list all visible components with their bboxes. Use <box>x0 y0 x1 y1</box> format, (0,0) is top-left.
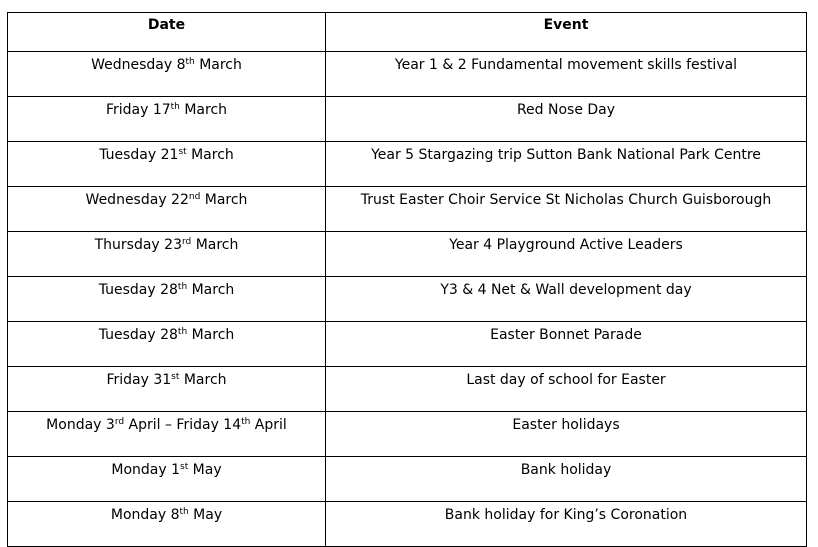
table-row <box>8 277 807 322</box>
date-cell <box>8 457 326 502</box>
date-text: March <box>187 327 235 343</box>
date-text: Friday 17 <box>105 102 171 118</box>
date-cell <box>8 52 326 97</box>
date-text: Wednesday 8 <box>91 57 186 73</box>
date-cell <box>8 367 326 412</box>
date-cell <box>8 412 326 457</box>
date-ordinal-suffix: rd <box>114 417 125 427</box>
date-text: May <box>188 462 222 478</box>
date-ordinal-suffix: th <box>177 282 188 292</box>
date-ordinal-suffix: th <box>241 417 251 427</box>
event-cell: Trust Easter Choir Service St Nicholas Church Guisborough <box>326 187 807 232</box>
date-text: March <box>194 57 242 73</box>
header-row <box>8 13 807 52</box>
table-row <box>8 502 807 547</box>
date-cell <box>8 277 326 322</box>
events-table <box>7 12 807 547</box>
date-text: Monday 1 <box>111 462 180 478</box>
date-text: Monday 8 <box>110 507 180 523</box>
date-ordinal-suffix: th <box>185 57 195 67</box>
date-text: March <box>191 237 239 253</box>
table-row <box>8 457 807 502</box>
date-text: Wednesday 22 <box>85 192 189 208</box>
event-column-header: Event <box>326 13 807 52</box>
table-row <box>8 232 807 277</box>
table-row <box>8 142 807 187</box>
date-ordinal-suffix: st <box>178 147 187 157</box>
event-cell: Easter holidays <box>326 412 807 457</box>
date-text: May <box>188 507 223 523</box>
date-cell <box>8 232 326 277</box>
event-cell: Last day of school for Easter <box>326 367 807 412</box>
table-row <box>8 97 807 142</box>
date-ordinal-suffix: st <box>180 462 189 472</box>
date-ordinal-suffix: nd <box>188 192 201 202</box>
date-text: April <box>250 417 287 433</box>
date-cell <box>8 502 326 547</box>
date-text: Friday 31 <box>106 372 172 388</box>
table-row <box>8 412 807 457</box>
table-row <box>8 322 807 367</box>
event-cell: Year 4 Playground Active Leaders <box>326 232 807 277</box>
event-cell: Bank holiday for King’s Coronation <box>326 502 807 547</box>
table-body <box>8 52 807 547</box>
date-cell <box>8 97 326 142</box>
date-text: March <box>179 372 227 388</box>
event-cell: Easter Bonnet Parade <box>326 322 807 367</box>
date-column-header: Date <box>8 13 326 52</box>
event-cell: Red Nose Day <box>326 97 807 142</box>
event-cell: Year 5 Stargazing trip Sutton Bank National Park Centre <box>326 142 807 187</box>
date-text: March <box>187 282 235 298</box>
table-row <box>8 367 807 412</box>
event-cell: Y3 & 4 Net & Wall development day <box>326 277 807 322</box>
date-text: March <box>200 192 248 208</box>
date-cell <box>8 142 326 187</box>
date-ordinal-suffix: st <box>171 372 180 382</box>
date-text: Monday 3 <box>46 417 115 433</box>
date-cell <box>8 322 326 367</box>
date-text: March <box>179 102 228 118</box>
date-text: April – Friday 14 <box>124 417 242 433</box>
date-text: Tuesday 21 <box>99 147 179 163</box>
date-ordinal-suffix: th <box>179 507 189 517</box>
date-text: Tuesday 28 <box>98 282 178 298</box>
table-row <box>8 52 807 97</box>
date-text: Tuesday 28 <box>98 327 178 343</box>
date-cell <box>8 187 326 232</box>
date-text: Thursday 23 <box>94 237 182 253</box>
date-ordinal-suffix: th <box>177 327 188 337</box>
event-cell: Bank holiday <box>326 457 807 502</box>
event-cell: Year 1 & 2 Fundamental movement skills festival <box>326 52 807 97</box>
date-ordinal-suffix: rd <box>181 237 192 247</box>
date-ordinal-suffix: th <box>170 102 180 112</box>
date-text: March <box>186 147 234 163</box>
table-row <box>8 187 807 232</box>
